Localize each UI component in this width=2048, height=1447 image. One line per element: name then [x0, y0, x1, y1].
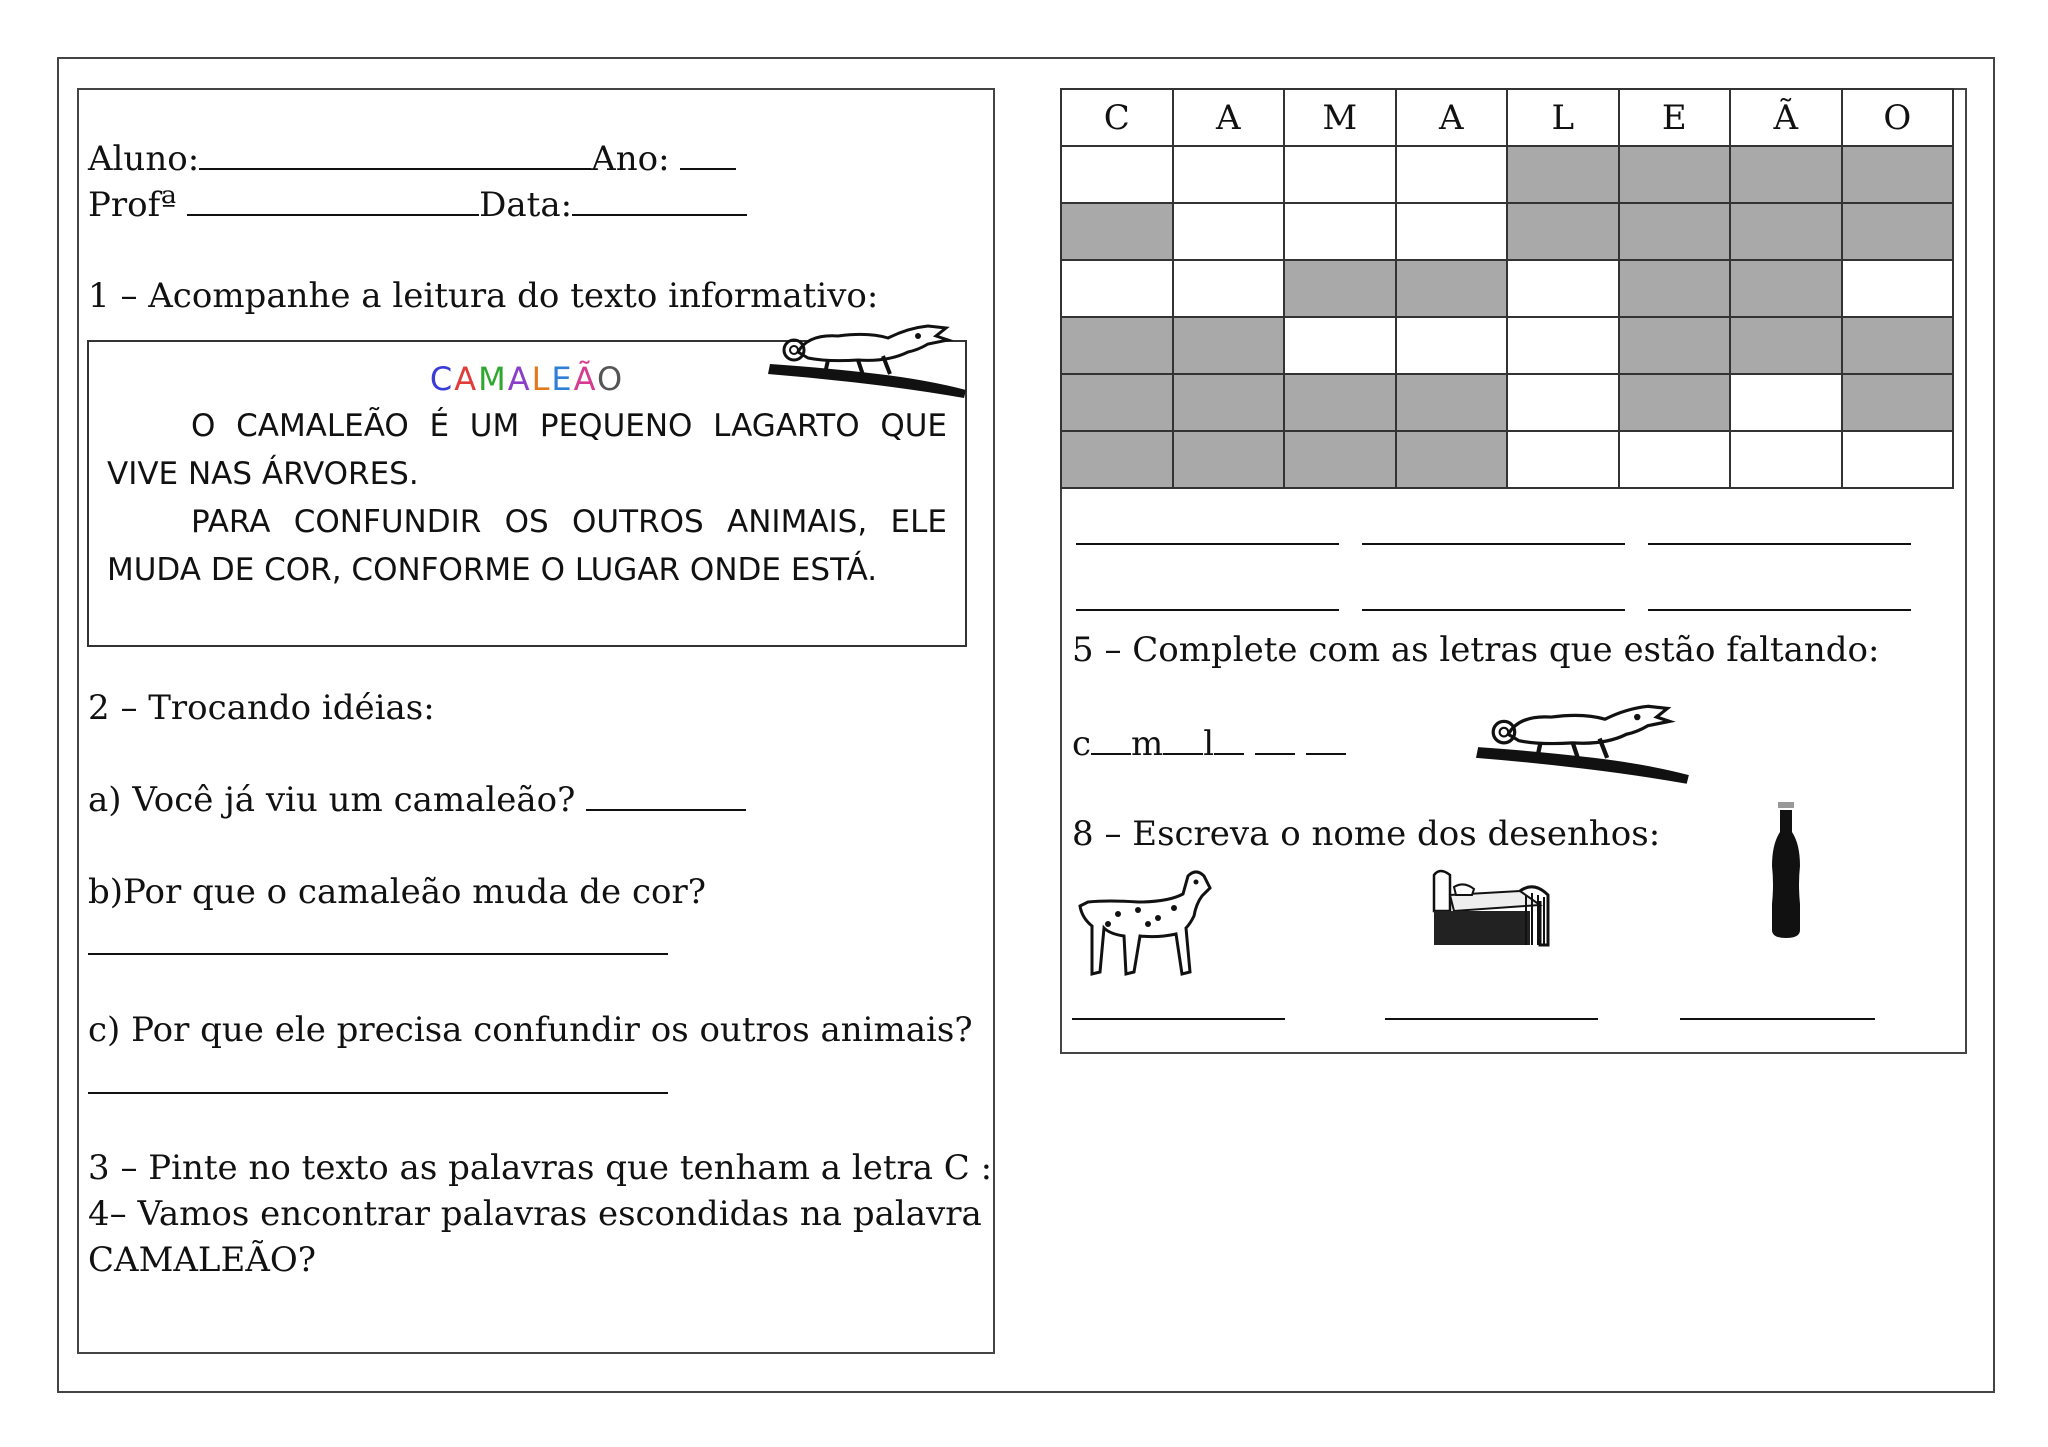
story-paragraph-1: O CAMALEÃO É UM PEQUENO LAGARTO QUE VIVE NAS ÁRVORES. — [107, 408, 947, 492]
ano-field[interactable] — [680, 138, 736, 170]
grid-cell-blank[interactable] — [1173, 260, 1285, 317]
grid-cell-shaded — [1619, 374, 1731, 431]
grid-row — [1061, 146, 1953, 203]
story-title-letter: C — [429, 360, 455, 398]
grid-row — [1061, 431, 1953, 488]
grid-cell-shaded — [1507, 146, 1619, 203]
grid-cell-shaded — [1730, 203, 1842, 260]
missing-letter-4[interactable] — [1255, 723, 1295, 755]
camaleao-grid — [1060, 88, 1954, 489]
missing-letter-3[interactable] — [1214, 723, 1244, 755]
story-title-letter: A — [454, 360, 479, 398]
missing-letter-2[interactable] — [1163, 723, 1203, 755]
grid-cell-blank[interactable] — [1173, 203, 1285, 260]
grid-header-cell: A — [1396, 89, 1508, 146]
grid-cell-blank[interactable] — [1396, 317, 1508, 374]
letter-l: l — [1203, 724, 1215, 764]
story-title-letter: L — [531, 360, 552, 398]
letter-c: c — [1072, 724, 1092, 764]
teacher-line — [88, 183, 747, 227]
question-2a — [88, 778, 746, 822]
grid-cell-shaded — [1619, 260, 1731, 317]
story-title-letter: Ã — [573, 360, 597, 398]
grid-cell-shaded — [1284, 374, 1396, 431]
grid-header-cell: A — [1173, 89, 1285, 146]
grid-cell-shaded — [1842, 317, 1954, 374]
story-paragraph-2: PARA CONFUNDIR OS OUTROS ANIMAIS, ELE MUDA DE COR, CONFORME O LUGAR ONDE ESTÁ. — [107, 504, 947, 588]
grid-cell-shaded — [1619, 146, 1731, 203]
grid-cell-blank[interactable] — [1507, 260, 1619, 317]
story-title-letter: A — [507, 360, 532, 398]
question-1-label: 1 – Acompanhe a leitura do texto informativo: — [88, 276, 879, 316]
chameleon-icon — [1476, 700, 1691, 790]
letter-m: m — [1131, 724, 1164, 764]
student-line — [88, 137, 736, 181]
grid-row — [1061, 203, 1953, 260]
grid-cell-shaded — [1284, 431, 1396, 488]
grid-cell-shaded — [1507, 203, 1619, 260]
question-2b-text: b)Por que o camaleão muda de cor? — [88, 872, 706, 912]
grid-cell-blank[interactable] — [1173, 146, 1285, 203]
grid-cell-blank[interactable] — [1730, 374, 1842, 431]
word-line-3[interactable] — [1648, 543, 1911, 545]
grid-cell-shaded — [1842, 374, 1954, 431]
grid-cell-shaded — [1730, 146, 1842, 203]
grid-cell-shaded — [1730, 317, 1842, 374]
question-4-label-line2: CAMALEÃO? — [88, 1240, 316, 1280]
grid-cell-shaded — [1061, 431, 1173, 488]
grid-cell-blank[interactable] — [1284, 317, 1396, 374]
grid-header-cell: O — [1842, 89, 1954, 146]
missing-letter-5[interactable] — [1306, 723, 1346, 755]
grid-cell-shaded — [1730, 260, 1842, 317]
grid-cell-blank[interactable] — [1507, 431, 1619, 488]
grid-header-cell: M — [1284, 89, 1396, 146]
dog-icon — [1078, 862, 1218, 982]
prof-field[interactable] — [187, 184, 479, 216]
grid-cell-blank[interactable] — [1507, 374, 1619, 431]
drawing-name-line-3[interactable] — [1680, 1018, 1875, 1020]
drawing-name-line-2[interactable] — [1385, 1018, 1598, 1020]
grid-cell-blank[interactable] — [1284, 203, 1396, 260]
grid-row — [1061, 317, 1953, 374]
grid-cell-blank[interactable] — [1061, 260, 1173, 317]
drawing-name-line-1[interactable] — [1072, 1018, 1285, 1020]
grid-cell-shaded — [1619, 317, 1731, 374]
grid-cell-shaded — [1842, 203, 1954, 260]
grid-row — [1061, 260, 1953, 317]
grid-cell-shaded — [1396, 374, 1508, 431]
question-5-label: 5 – Complete com as letras que estão faltando: — [1072, 630, 1880, 670]
grid-header-cell: L — [1507, 89, 1619, 146]
word-line-4[interactable] — [1076, 609, 1339, 611]
aluno-field[interactable] — [199, 138, 591, 170]
grid-cell-shaded — [1396, 260, 1508, 317]
question-2a-answer[interactable] — [586, 779, 746, 811]
word-line-5[interactable] — [1362, 609, 1625, 611]
grid-cell-shaded — [1061, 374, 1173, 431]
story-text — [107, 402, 947, 594]
chameleon-icon — [768, 322, 968, 402]
word-line-2[interactable] — [1362, 543, 1625, 545]
story-title-letter: M — [478, 360, 508, 398]
word-line-1[interactable] — [1076, 543, 1339, 545]
question-4-label-line1: 4– Vamos encontrar palavras escondidas na palavra — [88, 1194, 982, 1234]
grid-row — [1061, 374, 1953, 431]
grid-cell-blank[interactable] — [1619, 431, 1731, 488]
ano-label: Ano: — [591, 139, 670, 179]
grid-header-cell: C — [1061, 89, 1173, 146]
grid-cell-blank[interactable] — [1730, 431, 1842, 488]
grid-cell-shaded — [1173, 374, 1285, 431]
prof-label: Profª — [88, 185, 177, 225]
grid-cell-shaded — [1842, 146, 1954, 203]
question-3-label: 3 – Pinte no texto as palavras que tenham a letra C : — [88, 1148, 993, 1188]
grid-cell-shaded — [1173, 431, 1285, 488]
word-line-6[interactable] — [1648, 609, 1911, 611]
grid-header-cell: E — [1619, 89, 1731, 146]
grid-cell-shaded — [1061, 203, 1173, 260]
question-8-label: 8 – Escreva o nome dos desenhos: — [1072, 814, 1661, 854]
question-2c-answer-line[interactable] — [88, 1092, 668, 1094]
bed-icon — [1430, 865, 1554, 949]
story-title-letter: O — [596, 360, 625, 398]
grid-header-row — [1061, 89, 1953, 146]
grid-cell-blank[interactable] — [1284, 146, 1396, 203]
question-5-word — [1072, 722, 1346, 766]
grid-cell-blank[interactable] — [1842, 260, 1954, 317]
question-2b-answer-line[interactable] — [88, 953, 668, 955]
story-title-letter: E — [551, 360, 574, 398]
grid-cell-shaded — [1396, 431, 1508, 488]
grid-cell-shaded — [1619, 203, 1731, 260]
aluno-label: Aluno: — [88, 139, 200, 179]
data-label: Data: — [479, 185, 573, 225]
data-field[interactable] — [572, 184, 747, 216]
bottle-icon — [1766, 800, 1806, 940]
grid-cell-blank[interactable] — [1396, 203, 1508, 260]
grid-cell-blank[interactable] — [1507, 317, 1619, 374]
grid-cell-blank[interactable] — [1842, 431, 1954, 488]
question-2a-text: a) Você já viu um camaleão? — [88, 780, 576, 820]
grid-cell-shaded — [1061, 317, 1173, 374]
grid-cell-shaded — [1173, 317, 1285, 374]
question-2c-text: c) Por que ele precisa confundir os outros animais? — [88, 1010, 973, 1050]
grid-cell-shaded — [1284, 260, 1396, 317]
question-2-label: 2 – Trocando idéias: — [88, 688, 435, 728]
grid-header-cell: Ã — [1730, 89, 1842, 146]
missing-letter-1[interactable] — [1091, 723, 1131, 755]
grid-cell-blank[interactable] — [1061, 146, 1173, 203]
grid-cell-blank[interactable] — [1396, 146, 1508, 203]
